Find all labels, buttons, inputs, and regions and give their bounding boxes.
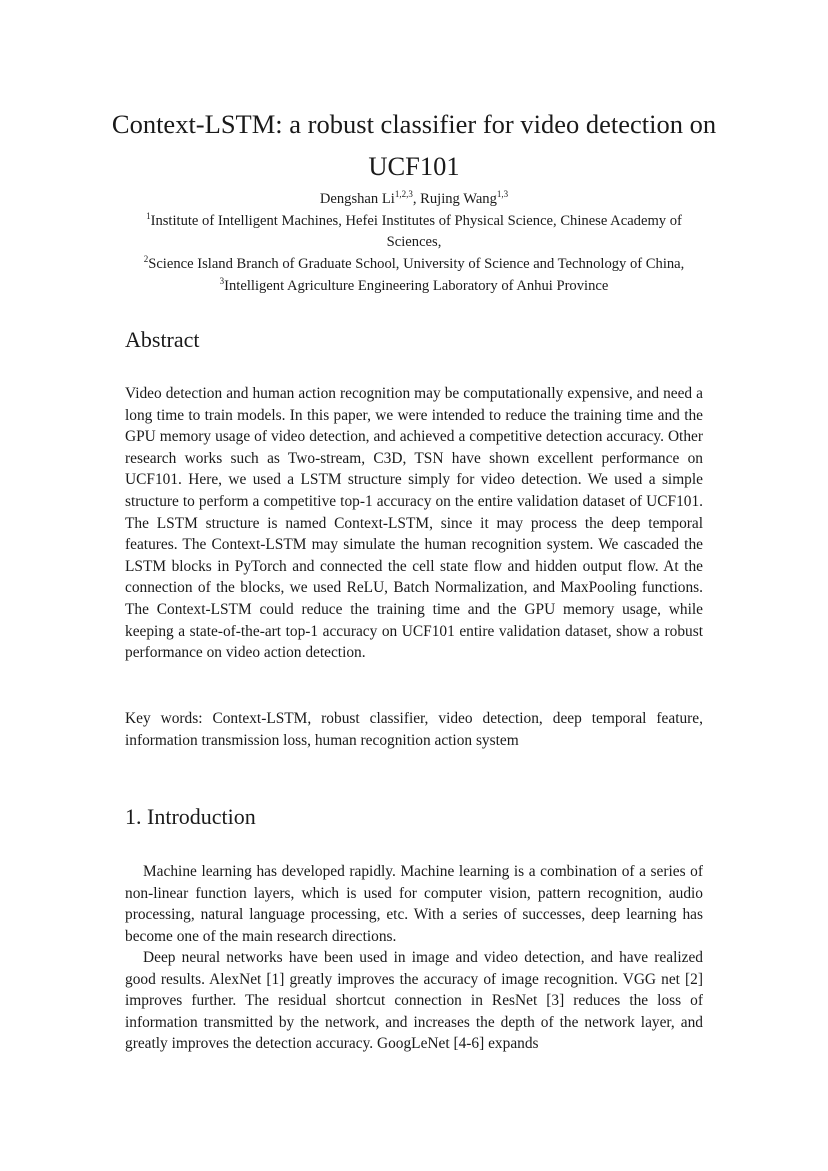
affiliation-line	[100, 211, 728, 233]
title-line-2: UCF101	[368, 151, 460, 181]
affiliation-text: Science Island Branch of Graduate School, University of Science and Technology of China,	[148, 256, 685, 273]
affiliation-text: Intelligent Agriculture Engineering Laboratory of Anhui Province	[224, 277, 609, 294]
author-block	[100, 189, 728, 298]
affiliation-marker: 1,3	[496, 189, 509, 200]
affiliation-line	[100, 276, 728, 298]
intro-paragraph-1: Machine learning has developed rapidly. Machine learning is a combination of a series of non-linear function layers, which is used for computer vision, pattern recognition, audio processing, natural language processing, etc. With a series of successes, deep learning has become one of the main research directions.	[125, 863, 703, 945]
author-separator: ,	[412, 191, 421, 207]
affiliation-marker: 1	[146, 210, 151, 221]
paper-title	[100, 103, 728, 187]
affiliation-marker: 2	[143, 254, 149, 265]
intro-paragraph-2: Deep neural networks have been used in image and video detection, and have realized good results. AlexNet [1] greatly improves the accuracy of image recognition. VGG net [2] improves further. The residual shortcut connection in ResNet [3] reduces the loss of information transmitted by the network, and increases the depth of the network layer, and greatly improves the detection accuracy. GoogLeNet [4-6] expands	[125, 949, 703, 1053]
abstract-paragraph: Video detection and human action recognition may be computationally expensive, and need a long time to train models. In this paper, we were intended to reduce the training time and the GPU memory usage of video detection, and achieved a competitive detection accuracy. Other research works such as Two-stream, C3D, TSN have shown excellent performance on UCF101. Here, we used a LSTM structure simply for video detection. We used a simple structure to perform a competitive top-1 accuracy on the entire validation dataset of UCF101. The LSTM structure is named Context-LSTM, since it may process the deep temporal features. The Context-LSTM may simulate the human recognition system. We cascaded the LSTM blocks in PyTorch and connected the cell state flow and hidden output flow. At the connection of the blocks, we used ReLU, Batch Normalization, and MaxPooling functions. The Context-LSTM could reduce the training time and the GPU memory usage, while keeping a state-of-the-art top-1 accuracy on UCF101 entire validation dataset, show a robust performance on video action detection.	[125, 385, 703, 662]
affiliation-line	[100, 254, 728, 276]
abstract-heading: Abstract	[125, 327, 200, 352]
author-line	[100, 189, 728, 211]
affiliation-text: Institute of Intelligent Machines, Hefei Institutes of Physical Science, Chinese Academy of	[150, 212, 682, 229]
affiliation-marker: 3	[219, 275, 225, 286]
author-name: Rujing Wang	[420, 191, 497, 207]
keywords-paragraph: Key words: Context-LSTM, robust classifier, video detection, deep temporal feature, information transmission loss, human recognition action system	[125, 710, 703, 749]
title-line-1: Context-LSTM: a robust classifier for video detection on	[111, 109, 717, 139]
introduction-heading: 1. Introduction	[125, 804, 256, 829]
affiliation-text: Sciences,	[386, 234, 442, 251]
author-name: Dengshan Li	[319, 191, 395, 207]
affiliation-marker: 1,2,3	[394, 189, 413, 200]
affiliation-line	[100, 232, 728, 254]
